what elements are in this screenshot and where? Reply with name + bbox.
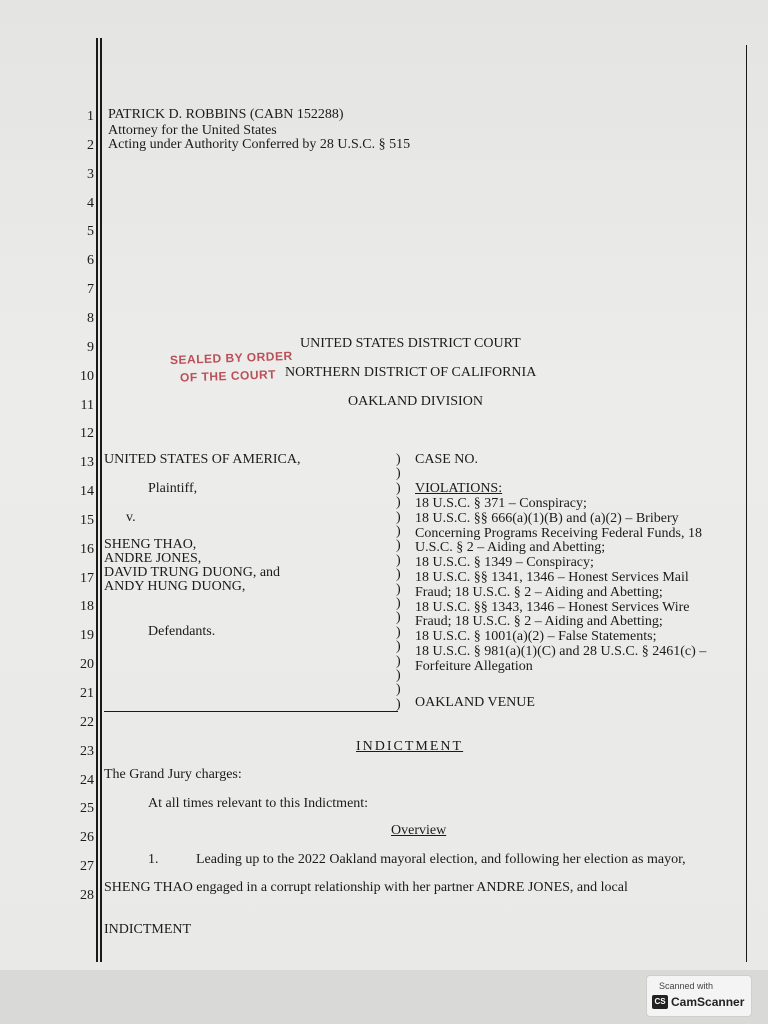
caption-bottom-rule: [104, 711, 398, 712]
line-number: 23: [80, 743, 94, 759]
line-number: 22: [80, 714, 94, 730]
caption-paren: ): [396, 552, 401, 568]
attorney-title: Attorney for the United States: [108, 123, 277, 138]
camscanner-badge: [646, 975, 752, 1017]
line-number: 5: [87, 224, 94, 240]
caption-paren: ): [396, 466, 401, 482]
left-margin-rule-inner: [100, 38, 102, 962]
caption-versus: v.: [126, 510, 136, 525]
camscanner-logo-icon: CS: [652, 995, 668, 1009]
line-number: 21: [80, 686, 94, 701]
relevant-times: At all times relevant to this Indictment:: [148, 796, 369, 811]
line-number: 20: [80, 657, 94, 673]
line-number: 27: [80, 859, 94, 875]
caption-paren: ): [396, 567, 401, 583]
caption-paren: ): [396, 452, 401, 467]
line-number: 18: [80, 599, 94, 615]
case-number: CASE NO.: [415, 452, 479, 467]
left-margin-rule-outer: [96, 38, 98, 962]
attorney-authority: Acting under Authority Conferred by 28 U.S.C. § 515: [108, 137, 411, 152]
violations-heading: VIOLATIONS:: [415, 481, 503, 496]
violation-line: 18 U.S.C. §§ 1341, 1346 – Honest Services Mail: [415, 570, 689, 585]
scanned-with-label: Scanned with: [659, 981, 714, 991]
caption-defendant: SHENG THAO,: [104, 537, 197, 552]
attorney-name: PATRICK D. ROBBINS (CABN 152288): [108, 107, 344, 122]
line-number: 13: [80, 455, 94, 471]
line-number: 16: [80, 541, 94, 557]
line-number: 2: [87, 137, 94, 153]
venue: OAKLAND VENUE: [415, 695, 535, 710]
court-name: UNITED STATES DISTRICT COURT: [300, 336, 521, 351]
camscanner-name: CamScanner: [671, 995, 745, 1009]
violation-line: 18 U.S.C. § 1349 – Conspiracy;: [415, 555, 594, 571]
caption-paren: ): [396, 495, 401, 511]
violation-line: 18 U.S.C. § 371 – Conspiracy;: [415, 496, 587, 511]
line-number: 8: [87, 310, 94, 326]
violation-line: 18 U.S.C. § 981(a)(1)(C) and 28 U.S.C. § 2461(c) –: [415, 644, 707, 659]
paragraph-1-line-2: SHENG THAO engaged in a corrupt relationship with her partner ANDRE JONES, and local: [104, 880, 628, 895]
caption-paren: ): [396, 639, 401, 655]
caption-defendant: DAVID TRUNG DUONG, and: [104, 565, 281, 580]
line-number: 24: [80, 772, 94, 788]
line-number: 4: [87, 195, 94, 211]
caption-paren: ): [396, 581, 401, 597]
violation-line: 18 U.S.C. § 1001(a)(2) – False Statements;: [415, 629, 657, 645]
line-number: 25: [80, 801, 94, 817]
right-margin-rule: [746, 45, 747, 962]
line-number: 11: [80, 397, 94, 413]
caption-defendant: ANDRE JONES,: [104, 551, 202, 566]
court-district: NORTHERN DISTRICT OF CALIFORNIA: [285, 365, 537, 380]
line-number: 7: [87, 282, 94, 298]
line-number: 14: [80, 484, 94, 500]
caption-paren: ): [396, 596, 401, 611]
overview-heading: Overview: [391, 823, 447, 838]
footer-title: INDICTMENT: [104, 922, 192, 937]
caption-paren: ): [396, 538, 401, 554]
caption-plaintiff-role: Plaintiff,: [148, 481, 198, 496]
caption-paren: ): [396, 653, 401, 669]
violation-line: Fraud; 18 U.S.C. § 2 – Aiding and Abetting;: [415, 584, 663, 600]
sealed-stamp-line-1: SEALED BY ORDER: [169, 348, 293, 368]
line-number: 15: [80, 512, 94, 528]
line-number: 28: [80, 887, 94, 903]
line-number: 19: [80, 628, 94, 644]
indictment-heading: INDICTMENT: [356, 739, 464, 754]
paragraph-1-line-1: Leading up to the 2022 Oakland mayoral election, and following her election as mayor,: [196, 852, 686, 867]
line-number: 1: [87, 109, 94, 124]
line-number: 17: [80, 570, 94, 586]
caption-paren: ): [396, 624, 401, 640]
violation-line: Forfeiture Allegation: [415, 658, 533, 674]
violation-line: Fraud; 18 U.S.C. § 2 – Aiding and Abetting;: [415, 614, 663, 630]
violation-line: 18 U.S.C. §§ 666(a)(1)(B) and (a)(2) – Bribery: [415, 510, 679, 526]
caption-defendants-role: Defendants.: [148, 624, 216, 639]
line-number: 9: [87, 339, 94, 355]
caption-paren: ): [396, 524, 401, 539]
line-number: 3: [87, 166, 94, 182]
sealed-stamp-line-2: OF THE COURT: [179, 367, 277, 385]
line-number: 12: [80, 426, 94, 442]
caption-paren: ): [396, 696, 401, 712]
caption-paren: ): [396, 480, 401, 496]
violation-line: U.S.C. § 2 – Aiding and Abetting;: [415, 540, 606, 556]
paragraph-number: 1.: [148, 852, 159, 867]
line-number: 26: [80, 830, 94, 846]
caption-paren: ): [396, 509, 401, 525]
violation-line: Concerning Programs Receiving Federal Funds, 18: [415, 525, 702, 541]
caption-plaintiff: UNITED STATES OF AMERICA,: [104, 452, 301, 467]
grand-jury-charges: The Grand Jury charges:: [104, 767, 242, 782]
caption-defendant: ANDY HUNG DUONG,: [104, 579, 246, 594]
caption-paren: ): [396, 668, 401, 683]
line-number: 6: [87, 253, 94, 269]
court-division: OAKLAND DIVISION: [348, 394, 483, 409]
line-number: 10: [80, 368, 94, 384]
violation-line: 18 U.S.C. §§ 1343, 1346 – Honest Services Wire: [415, 599, 690, 615]
caption-paren: ): [396, 610, 401, 626]
caption-paren: ): [396, 682, 401, 698]
